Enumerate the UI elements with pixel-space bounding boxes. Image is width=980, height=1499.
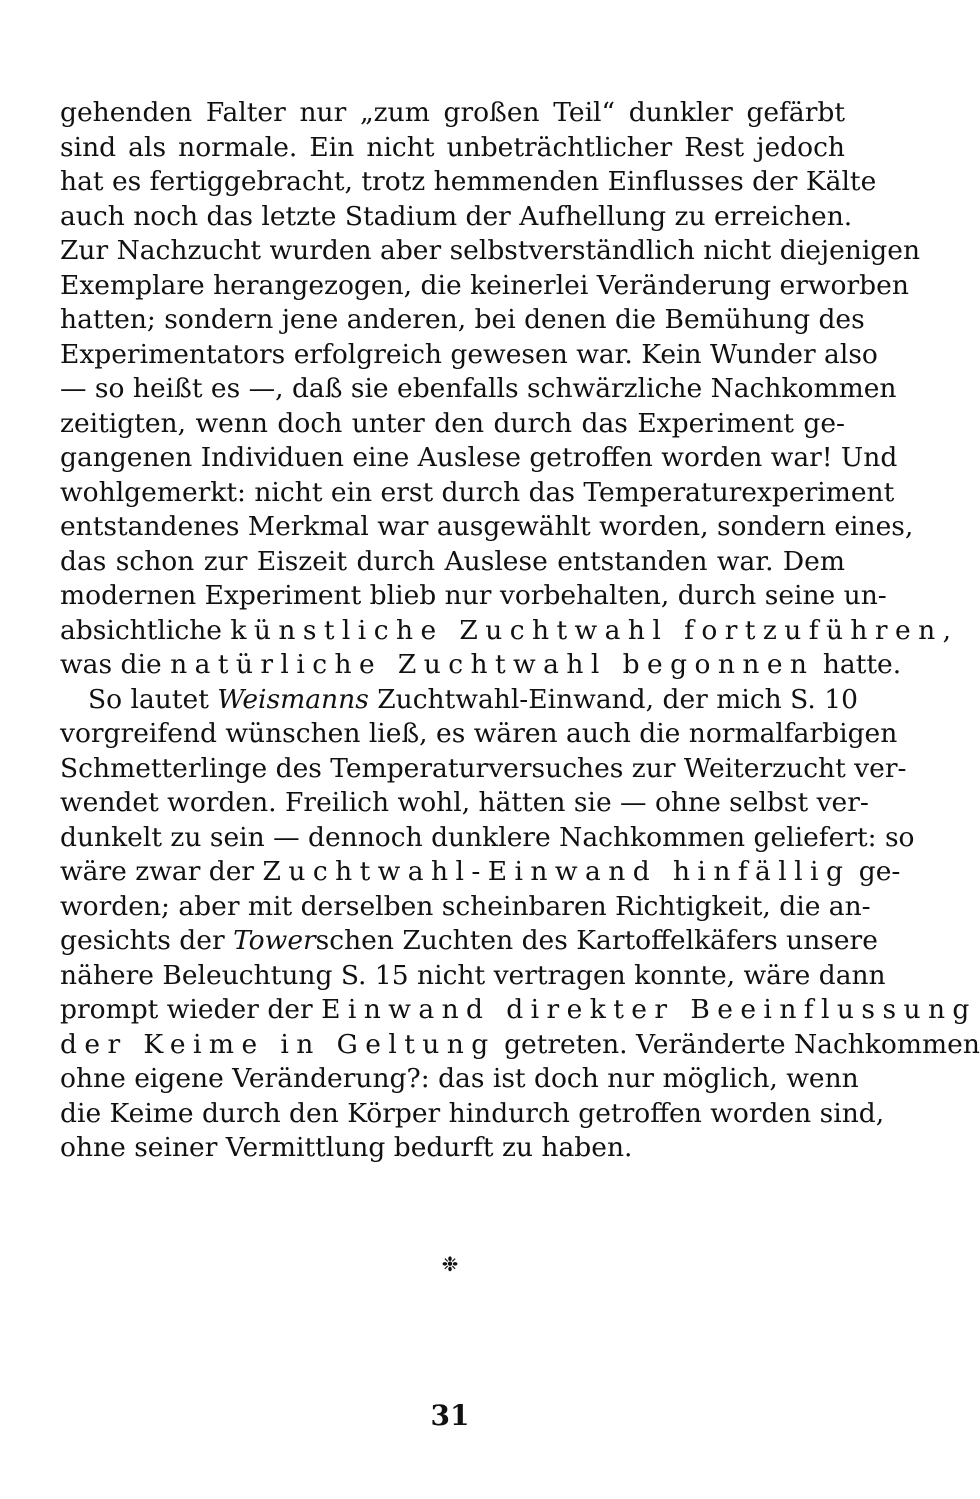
text-segment: prompt wieder der [60,994,313,1025]
text-line: nähere Beleuchtung S. 15 nicht vertragen konnte, wäre dann [60,959,886,991]
text-line: die Keime durch den Körper hindurch getroffen worden sind, [60,1097,885,1129]
spaced-emphasis: Zuchtwahl-Einwand hinfällig [262,856,851,887]
body-text [60,96,980,1166]
text-line: Exemplare herangezogen, die keinerlei Veränderung erworben [60,269,909,301]
text-line: worden; aber mit derselben scheinbaren Richtigkeit, die an- [60,890,871,922]
text-line [60,855,901,890]
text-line: gehenden Falter nur „zum großen Teil“ dunkler gefärbt [60,97,845,128]
text-line: Schmetterlinge des Temperaturversuches zur Weiterzucht ver- [60,752,907,784]
text-line [60,614,959,649]
text-line: wendet worden. Freilich wohl, hätten sie — ohne selbst ver- [60,787,869,818]
text-line: zeitigten, wenn doch unter den durch das Experiment ge- [60,407,845,439]
text-line: das schon zur Eiszeit durch Auslese entstanden war. Dem [60,545,845,577]
text-line: — so heißt es —, daß sie ebenfalls schwärzliche Nachkommen [60,373,897,404]
spaced-emphasis: der Keime in Geltung [60,1028,496,1060]
text-segment: hatte. [822,649,902,680]
italic-name: Weismanns [217,683,369,715]
text-line: dunkelt zu sein — dennoch dunklere Nachkommen geliefert: so [60,821,915,853]
text-line [60,1028,980,1063]
text-segment: wäre zwar der [60,856,255,887]
text-line [60,648,902,683]
text-line: entstandenes Merkmal war ausgewählt worden, sondern eines, [60,511,914,542]
italic-name: Tower [233,925,316,956]
paragraph-2 [60,683,980,1166]
text-line: sind als normale. Ein nicht unbeträchtlicher Rest jedoch [60,131,845,163]
page-number: 31 [430,1399,470,1432]
spaced-emphasis: natürliche Zuchtwahl begonnen [170,649,815,680]
text-line: auch noch das letzte Stadium der Aufhellung zu erreichen. [60,200,853,232]
text-line: modernen Experiment blieb nur vorbehalten, durch seine un- [60,580,887,611]
paragraph-1 [60,96,959,683]
text-line: hatten; sondern jene anderen, bei denen die Bemühung des [60,304,865,335]
text-segment: getreten. Veränderte Nachkommen [504,1028,980,1060]
text-line: ohne eigene Veränderung?: das ist doch nur möglich, wenn [60,1063,859,1094]
text-line: hat es fertiggebracht, trotz hemmenden Einflusses der Kälte [60,166,877,197]
text-line: ohne seiner Vermittlung bedurft zu haben. [60,1132,633,1163]
text-line: wohlgemerkt: nicht ein erst durch das Temperaturexperiment [60,476,895,508]
text-line: Experimentators erfolgreich gewesen war. Kein Wunder also [60,338,878,370]
text-segment: was die [60,649,162,680]
text-segment: Zuchtwahl-Einwand, der mich S. 10 [377,683,858,715]
text-segment: schen Zuchten des Kartoffelkäfers unsere [315,925,878,956]
spaced-emphasis: künstliche Zuchtwahl fortzuführen, [230,614,959,646]
text-segment: gesichts der [60,925,225,956]
text-segment: So lautet [88,683,209,715]
ornament-icon: ❉ [441,1252,459,1276]
text-segment: ge- [858,856,901,887]
text-line [60,924,878,959]
text-line [60,993,977,1028]
text-segment: absichtliche [60,614,222,646]
text-line: Zur Nachzucht wurden aber selbstverständlich nicht diejenigen [60,235,921,266]
text-line [60,683,858,718]
spaced-emphasis: Einwand direkter Beeinflussung [321,994,977,1025]
text-line: vorgreifend wünschen ließ, es wären auch die normalfarbigen [60,718,898,749]
text-line: gangenen Individuen eine Auslese getroffen worden war! Und [60,442,898,473]
